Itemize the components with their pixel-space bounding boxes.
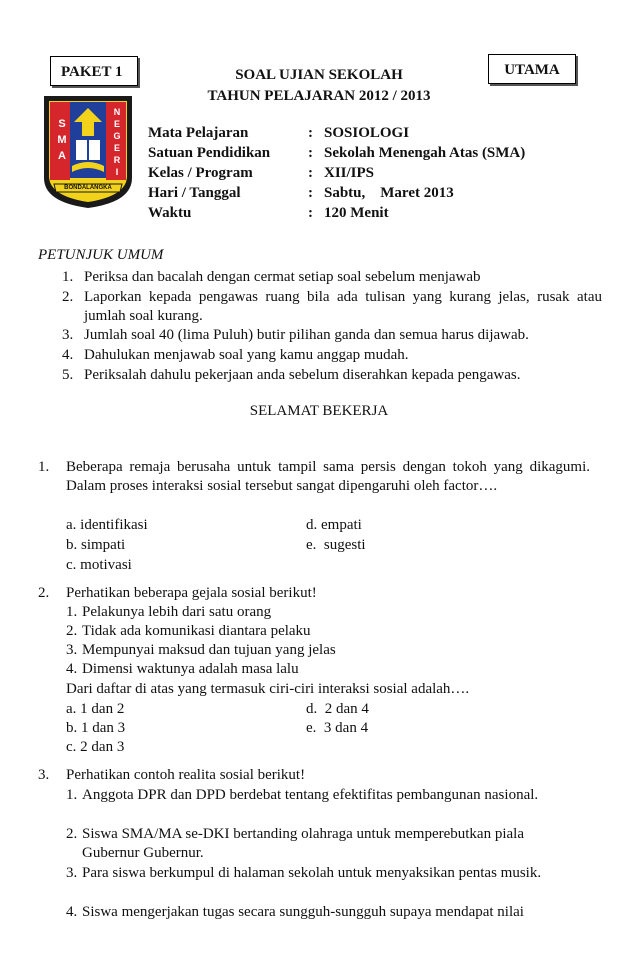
sub-text: Siswa mengerjakan tugas secara sungguh-sungguh supaya mendapat nilai <box>82 904 524 920</box>
question-text: Beberapa remaja berusaha untuk tampil sama persis dengan tokoh yang dikagumi. Dalam proses interaksi sosial tersebut sangat dipengaruhi oleh factor…. <box>66 459 590 494</box>
item-text: Laporkan kepada pengawas ruang bila ada tulisan yang kurang jelas, rusak atau jumlah soal kurang. <box>84 289 602 324</box>
info-colon: : <box>308 125 313 141</box>
sub-number: 3. <box>66 865 78 881</box>
sub-item <box>66 660 586 679</box>
sub-number: 4. <box>66 661 78 677</box>
item-number: 4. <box>62 347 74 363</box>
petunjuk-item <box>62 268 602 287</box>
utama-label: UTAMA <box>504 62 560 78</box>
question-1 <box>38 458 590 496</box>
item-number: 3. <box>62 327 74 343</box>
petunjuk-item <box>62 346 602 365</box>
item-text: Jumlah soal 40 (lima Puluh) butir pilihan ganda dan semua harus dijawab. <box>84 327 529 343</box>
option-e: e. sugesti <box>306 537 366 553</box>
item-text: Periksa dan bacalah dengan cermat setiap soal sebelum menjawab <box>84 269 481 285</box>
info-value: 120 Menit <box>324 205 389 221</box>
sub-item <box>66 622 586 641</box>
petunjuk-item <box>62 288 602 326</box>
sub-item <box>66 786 546 805</box>
sub-number: 4. <box>66 904 78 920</box>
paket-label: PAKET 1 <box>61 64 123 80</box>
info-value: Sekolah Menengah Atas (SMA) <box>324 145 526 161</box>
question-2 <box>38 584 590 603</box>
option-a: a. identifikasi <box>66 517 148 533</box>
school-logo <box>40 92 136 210</box>
info-colon: : <box>308 205 313 221</box>
logo-right-letters <box>110 106 124 178</box>
logo-letter: E <box>113 119 120 129</box>
info-label: Mata Pelajaran <box>148 125 249 141</box>
question-number: 1. <box>38 459 50 475</box>
info-value: SOSIOLOGI <box>324 125 410 141</box>
sub-text: Pelakunya lebih dari satu orang <box>82 604 272 620</box>
info-row-time <box>148 204 389 223</box>
option-b: b. 1 dan 3 <box>66 720 126 736</box>
option-c: c. 2 dan 3 <box>66 739 125 755</box>
sub-number: 3. <box>66 642 78 658</box>
option-b: b. simpati <box>66 537 126 553</box>
logo-letter: N <box>113 107 121 117</box>
info-label: Kelas / Program <box>148 165 253 181</box>
sub-item <box>66 603 586 622</box>
petunjuk-title: PETUNJUK UMUM <box>38 247 164 263</box>
question-text: Perhatikan contoh realita sosial berikut! <box>66 767 306 783</box>
sub-number: 2. <box>66 623 78 639</box>
option-d: d. 2 dan 4 <box>306 701 369 717</box>
sub-text: Dimensi waktunya adalah masa lalu <box>82 661 299 677</box>
question-prompt: Dari daftar di atas yang termasuk ciri-ciri interaksi sosial adalah…. <box>66 681 470 697</box>
sub-number: 1. <box>66 787 78 803</box>
sub-text: Anggota DPR dan DPD berdebat tentang efektifitas pembangunan nasional. <box>82 787 539 803</box>
logo-letter: R <box>113 155 121 165</box>
sub-text: Para siswa berkumpul di halaman sekolah untuk menyaksikan pentas musik. <box>82 865 542 881</box>
question-3 <box>38 766 590 785</box>
info-row-class <box>148 164 374 183</box>
logo-bottom-text: BONDALANGKA <box>64 185 112 191</box>
info-colon: : <box>308 185 313 201</box>
logo-left-letters <box>55 116 69 164</box>
logo-letter: A <box>58 150 66 162</box>
info-label: Hari / Tanggal <box>148 185 241 201</box>
item-number: 1. <box>62 269 74 285</box>
info-row-subject <box>148 124 409 143</box>
sub-item <box>66 864 546 883</box>
logo-letter: G <box>113 131 121 141</box>
sub-number: 2. <box>66 826 78 842</box>
sub-text: Mempunyai maksud dan tujuan yang jelas <box>82 642 336 658</box>
item-number: 5. <box>62 367 74 383</box>
sub-number: 1. <box>66 604 78 620</box>
info-row-date <box>148 184 454 203</box>
option-c: c. motivasi <box>66 557 132 573</box>
info-colon: : <box>308 145 313 161</box>
item-text: Periksalah dahulu pekerjaan anda sebelum diserahkan kepada pengawas. <box>84 367 521 383</box>
logo-letter: I <box>115 167 119 177</box>
exam-year: TAHUN PELAJARAN 2012 / 2013 <box>207 88 431 104</box>
item-number: 2. <box>62 289 74 305</box>
logo-letter: M <box>57 134 67 146</box>
info-row-unit <box>148 144 525 163</box>
petunjuk-item <box>62 366 602 385</box>
logo-letter: S <box>58 118 66 130</box>
question-number: 3. <box>38 767 50 783</box>
exam-title: SOAL UJIAN SEKOLAH <box>235 67 403 83</box>
sub-text: Siswa SMA/MA se-DKI bertanding olahraga untuk memperebutkan piala Gubernur Gubernur. <box>82 826 524 861</box>
option-a: a. 1 dan 2 <box>66 701 125 717</box>
sub-item <box>66 641 586 660</box>
question-text: Perhatikan beberapa gejala sosial berikut! <box>66 585 317 601</box>
info-label: Satuan Pendidikan <box>148 145 271 161</box>
option-e: e. 3 dan 4 <box>306 720 369 736</box>
sub-text: Tidak ada komunikasi diantara pelaku <box>82 623 311 639</box>
info-value: Sabtu, Maret 2013 <box>324 185 454 201</box>
info-label: Waktu <box>148 205 192 221</box>
option-d: d. empati <box>306 517 362 533</box>
item-text: Dahulukan menjawab soal yang kamu anggap mudah. <box>84 347 409 363</box>
question-number: 2. <box>38 585 50 601</box>
petunjuk-item <box>62 326 602 345</box>
logo-letter: E <box>113 143 120 153</box>
sub-item <box>66 825 546 863</box>
greeting: SELAMAT BEKERJA <box>249 403 389 419</box>
sub-item <box>66 903 596 922</box>
info-colon: : <box>308 165 313 181</box>
info-value: XII/IPS <box>324 165 375 181</box>
